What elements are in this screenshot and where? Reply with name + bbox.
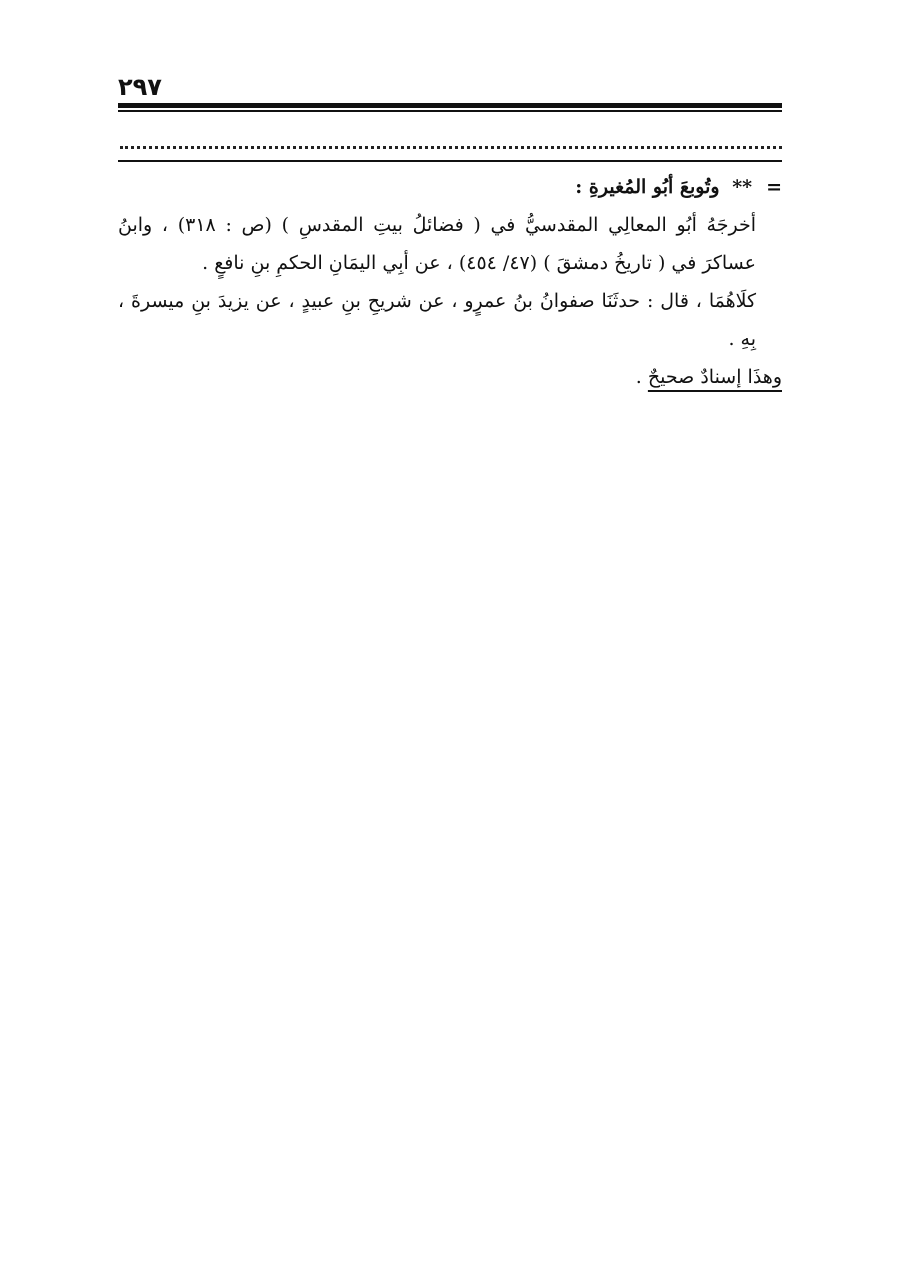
header-rule-thin bbox=[118, 110, 782, 112]
footnote-heading bbox=[118, 168, 782, 206]
footnote-separator bbox=[118, 160, 782, 162]
page-number: ٢٩٧ bbox=[118, 73, 162, 101]
paragraph-isnad: كلَاهُمَا ، قال : حدثَنَا صفوانُ بنُ عمرٍو ، عن شريحِ بنِ عبيدٍ ، عن يزيدَ بنِ ميسرةَ ، بِهِ . bbox=[118, 290, 756, 350]
dotted-separator bbox=[120, 146, 782, 149]
header-rule bbox=[118, 103, 782, 108]
verdict-end: . bbox=[635, 366, 648, 388]
footnote-text bbox=[118, 168, 782, 396]
verdict-text: وهذَا إسنادٌ صحيحٌ bbox=[647, 366, 782, 388]
continuation-mark: = bbox=[766, 176, 782, 198]
paragraph-conclusion bbox=[118, 358, 782, 396]
heading-text: وتُوبعَ أبُو المُغيرةِ : bbox=[575, 176, 720, 198]
star-marker: ** bbox=[732, 176, 753, 198]
paragraph-takhrij: أخرجَهُ أبُو المعالِي المقدسيُّ في ( فضائلُ بيتِ المقدسِ ) (ص : ٣١٨) ، وابنُ عساكرَ في ( تاريخُ دمشقَ ) (٤٧/ ٤٥٤) ، عن أبِي اليمَانِ الحكمِ بنِ نافعٍ . bbox=[118, 214, 756, 274]
